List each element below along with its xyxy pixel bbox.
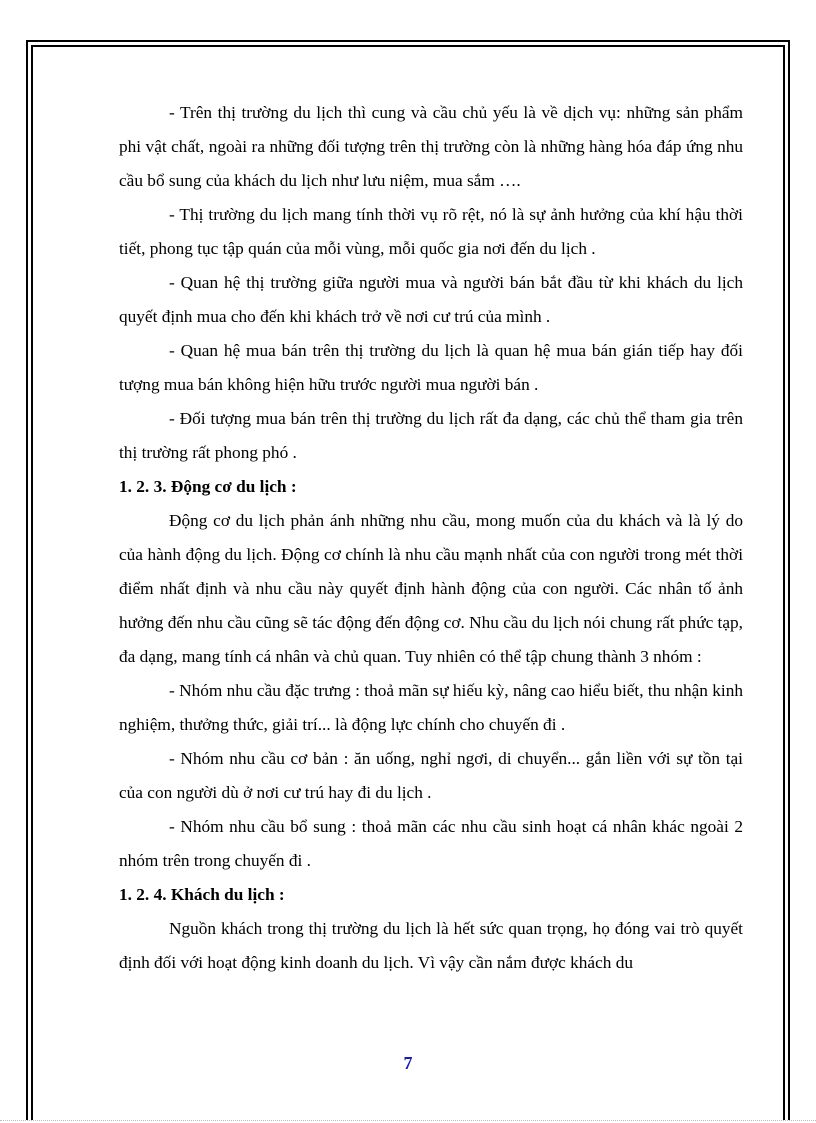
section-heading-travel-motivation: 1. 2. 3. Động cơ du lịch :: [119, 477, 297, 496]
paragraph-basic-needs: - Nhóm nhu cầu cơ bản : ăn uống, nghỉ ngơi, di chuyển... gắn liền với sự tồn tại của con người dù ở nơi cư trú hay đi du lịch .: [119, 749, 743, 802]
paragraph-diverse-objects: - Đối tượng mua bán trên thị trường du lịch rất đa dạng, các chủ thể tham gia trên thị trường rất phong phó .: [119, 409, 743, 462]
document-body: [119, 96, 743, 980]
paragraph-motivation-intro: Động cơ du lịch phản ánh những nhu cầu, mong muốn của du khách và là lý do của hành động du lịch. Động cơ chính là nhu cầu mạnh nhất của con người trong mét thời điểm nhất định và nhu cầu này quyết định hành động của con người. Các nhân tố ảnh hưởng đến nhu cầu cũng sẽ tác động đến động cơ. Nhu cầu du lịch nói chung rất phức tạp, đa dạng, mang tính cá nhân và chủ quan. Tuy nhiên có thể tập chung thành 3 nhóm :: [119, 511, 743, 666]
section-heading-tourists: 1. 2. 4. Khách du lịch :: [119, 885, 285, 904]
paragraph-tourist-source: Nguồn khách trong thị trường du lịch là hết sức quan trọng, họ đóng vai trò quyết định đối với hoạt động kinh doanh du lịch. Vì vậy cần nắm được khách du: [119, 919, 743, 972]
paragraph-supplementary-needs: - Nhóm nhu cầu bổ sung : thoả mãn các nhu cầu sinh hoạt cá nhân khác ngoài 2 nhóm trên trong chuyến đi .: [119, 817, 743, 870]
page-number: 7: [403, 1053, 413, 1073]
paragraph-indirect-trade: - Quan hệ mua bán trên thị trường du lịch là quan hệ mua bán gián tiếp hay đối tượng mua bán không hiện hữu trước người mua người bán .: [119, 341, 743, 394]
paragraph-market-seasonal: - Thị trường du lịch mang tính thời vụ rõ rệt, nó là sự ảnh hưởng của khí hậu thời tiết, phong tục tập quán của mỗi vùng, mỗi quốc gia nơi đến du lịch .: [119, 205, 743, 258]
paragraph-specific-needs: - Nhóm nhu cầu đặc trưng : thoả mãn sự hiếu kỳ, nâng cao hiểu biết, thu nhận kinh nghiệm, thưởng thức, giải trí... là động lực chính cho chuyến đi .: [119, 681, 743, 734]
paragraph-market-services: - Trên thị trường du lịch thì cung và cầu chủ yếu là về dịch vụ: những sản phẩm phi vật chất, ngoài ra những đối tượng trên thị trường còn là những hàng hóa đáp ứng nhu cầu bổ sung của khách du lịch như lưu niệm, mua sắm ….: [119, 103, 743, 190]
paragraph-market-relationship: - Quan hệ thị trường giữa người mua và người bán bắt đầu từ khi khách du lịch quyết định mua cho đến khi khách trở về nơi cư trú của mình .: [119, 273, 743, 326]
page-break-divider: [0, 1120, 816, 1121]
